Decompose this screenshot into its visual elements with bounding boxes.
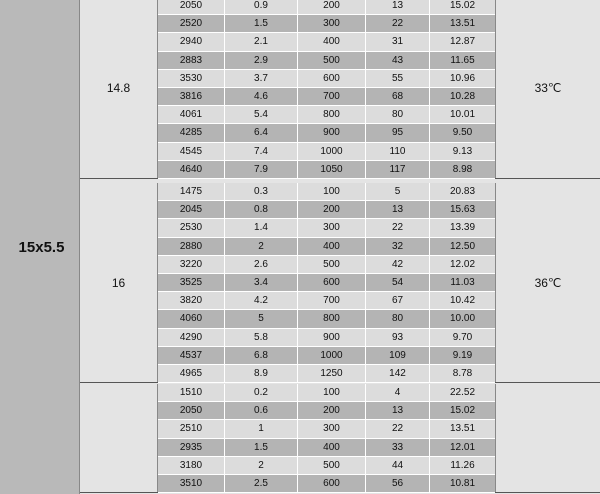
- table-cell: 500: [298, 457, 366, 474]
- table-cell: 5.4: [225, 106, 298, 123]
- table-row: [158, 439, 495, 457]
- table-cell: 56: [366, 475, 430, 492]
- table-cell: 9.13: [452, 145, 473, 157]
- table-cell: 2.6: [225, 256, 298, 273]
- group-temperature: 36℃: [495, 183, 600, 382]
- table-cell: 4965: [158, 365, 225, 382]
- table-group: [80, 384, 600, 493]
- table-cell: 6.8: [225, 347, 298, 364]
- table-cell: 117: [366, 161, 430, 178]
- table-row: [158, 292, 495, 310]
- table-row: [158, 161, 495, 179]
- table-row: [158, 183, 495, 201]
- table-cell: 33: [366, 439, 430, 456]
- table-cell: 700: [298, 292, 366, 309]
- table-cell: 11.65: [450, 54, 475, 66]
- table-cell: 80: [366, 310, 430, 327]
- table-row: [158, 124, 495, 142]
- table-cell: 10.81: [449, 478, 476, 490]
- table-cell: 2.5: [225, 475, 298, 492]
- table-row: [158, 475, 495, 493]
- table-cell: 2: [225, 238, 298, 255]
- size-label: 15x5.5: [18, 238, 65, 256]
- table-cell: 4061: [158, 106, 225, 123]
- table-cell: 1.5: [225, 15, 298, 32]
- size-column: [0, 0, 80, 494]
- table-row: [158, 70, 495, 88]
- table-cell: 300: [298, 219, 366, 236]
- table-cell: 10.28: [449, 91, 476, 103]
- table-cell: 4: [366, 384, 430, 401]
- table-cell: 300: [298, 420, 366, 437]
- table-row: [158, 143, 495, 161]
- table-cell: 600: [298, 475, 366, 492]
- table-cell: 2.9: [225, 52, 298, 69]
- table-cell: 1250: [298, 365, 366, 382]
- table-cell: 15.02: [449, 0, 476, 12]
- table-cell: 22: [366, 15, 430, 32]
- table-cell: 5: [366, 183, 430, 200]
- table-cell: 2: [225, 457, 298, 474]
- table-row: [158, 347, 495, 365]
- table-cell: 2935: [158, 439, 225, 456]
- table-cell: 2520: [158, 15, 225, 32]
- table-cell: 13.39: [449, 222, 476, 234]
- table-cell: 4285: [158, 124, 225, 141]
- table-cell: 0.8: [225, 201, 298, 218]
- table-cell: 9.19: [452, 349, 473, 361]
- table-cell: 9.50: [452, 127, 473, 139]
- table-cell: 2050: [158, 402, 225, 419]
- table-cell: 15.02: [449, 405, 476, 417]
- table-cell: 2880: [158, 238, 225, 255]
- group-label: 16: [80, 183, 158, 382]
- table-cell: 3525: [158, 274, 225, 291]
- table-group: [80, 0, 600, 179]
- table-cell: 4.6: [225, 88, 298, 105]
- table-cell: 67: [366, 292, 430, 309]
- table-cell: 1050: [298, 161, 366, 178]
- table-row: [158, 238, 495, 256]
- table-cell: 4290: [158, 329, 225, 346]
- table-cell: 15.63: [449, 204, 476, 216]
- table-cell: 1.5: [225, 439, 298, 456]
- table-cell: 3220: [158, 256, 225, 273]
- table-group: [80, 183, 600, 383]
- table-cell: 4545: [158, 143, 225, 160]
- table-cell: 0.9: [225, 0, 298, 14]
- table-cell: 10.42: [449, 295, 476, 307]
- table-row: [158, 274, 495, 292]
- table-cell: 110: [366, 143, 430, 160]
- table-row: [158, 329, 495, 347]
- table-cell: 200: [298, 0, 366, 14]
- table-cell: 0.2: [225, 384, 298, 401]
- table-cell: 1475: [158, 183, 225, 200]
- table-cell: 4060: [158, 310, 225, 327]
- table-cell: 55: [366, 70, 430, 87]
- table-cell: 44: [366, 457, 430, 474]
- table-cell: 2045: [158, 201, 225, 218]
- table-cell: 100: [298, 183, 366, 200]
- table-cell: 800: [298, 310, 366, 327]
- table-cell: 20.83: [449, 186, 476, 198]
- group-temperature: 33℃: [495, 0, 600, 178]
- table-cell: 3.7: [225, 70, 298, 87]
- table-cell: 13: [366, 402, 430, 419]
- table-cell: 9.70: [452, 331, 473, 343]
- table-cell: 900: [298, 329, 366, 346]
- table-cell: 5.8: [225, 329, 298, 346]
- table-cell: 400: [298, 439, 366, 456]
- table-cell: 13.51: [449, 18, 476, 30]
- table-cell: 100: [298, 384, 366, 401]
- table-row: [158, 106, 495, 124]
- table-row: [158, 219, 495, 237]
- table-cell: 93: [366, 329, 430, 346]
- table-cell: 7.4: [225, 143, 298, 160]
- table-cell: 6.4: [225, 124, 298, 141]
- table-cell: 12.50: [449, 240, 476, 252]
- table-cell: 200: [298, 201, 366, 218]
- group-rows: [158, 0, 495, 179]
- table-cell: 10.00: [449, 313, 476, 325]
- table-row: [158, 201, 495, 219]
- table-cell: 3820: [158, 292, 225, 309]
- table-cell: 4.2: [225, 292, 298, 309]
- table-cell: 12.01: [449, 441, 476, 453]
- table-row: [158, 457, 495, 475]
- table-cell: 2940: [158, 33, 225, 50]
- table-row: [158, 15, 495, 33]
- table-cell: 3530: [158, 70, 225, 87]
- table-cell: 1510: [158, 384, 225, 401]
- table-row: [158, 52, 495, 70]
- table-cell: 2883: [158, 52, 225, 69]
- table-cell: 1000: [298, 143, 366, 160]
- table-cell: 12.02: [449, 258, 476, 270]
- table-cell: 700: [298, 88, 366, 105]
- table-cell: 2050: [158, 0, 225, 14]
- table-cell: 200: [298, 402, 366, 419]
- table-cell: 2510: [158, 420, 225, 437]
- table-cell: 13: [366, 201, 430, 218]
- group-label: 14.8: [80, 0, 158, 178]
- table-row: [158, 310, 495, 328]
- table-cell: 800: [298, 106, 366, 123]
- table-cell: 54: [366, 274, 430, 291]
- table-cell: 400: [298, 33, 366, 50]
- table-cell: 600: [298, 274, 366, 291]
- table-cell: 22: [366, 420, 430, 437]
- table-row: [158, 256, 495, 274]
- table-cell: 3510: [158, 475, 225, 492]
- table-cell: 500: [298, 256, 366, 273]
- table-cell: 0.3: [225, 183, 298, 200]
- table-row: [158, 402, 495, 420]
- table-cell: 8.9: [225, 365, 298, 382]
- group-rows: [158, 384, 495, 493]
- table-cell: 4640: [158, 161, 225, 178]
- table-cell: 22.52: [449, 387, 476, 399]
- table-cell: 42: [366, 256, 430, 273]
- table-cell: 8.98: [452, 163, 473, 175]
- table-cell: 10.96: [449, 72, 476, 84]
- table-cell: 1.4: [225, 219, 298, 236]
- table-row: [158, 384, 495, 402]
- table-cell: 13: [366, 0, 430, 14]
- table-cell: 2530: [158, 219, 225, 236]
- table-cell: 300: [298, 15, 366, 32]
- table-cell: 3816: [158, 88, 225, 105]
- table-cell: 5: [225, 310, 298, 327]
- table-cell: 32: [366, 238, 430, 255]
- group-temperature: [495, 384, 600, 492]
- table-cell: 400: [298, 238, 366, 255]
- table-row: [158, 0, 495, 15]
- table-cell: 600: [298, 70, 366, 87]
- table-cell: 1: [225, 420, 298, 437]
- table-cell: 12.87: [449, 36, 476, 48]
- table-cell: 900: [298, 124, 366, 141]
- table-cell: 11.03: [450, 277, 475, 289]
- table-cell: 3.4: [225, 274, 298, 291]
- table-cell: 4537: [158, 347, 225, 364]
- group-label: [80, 384, 158, 492]
- table-cell: 80: [366, 106, 430, 123]
- table-cell: 43: [366, 52, 430, 69]
- table-cell: 109: [366, 347, 430, 364]
- table-cell: 142: [366, 365, 430, 382]
- table-cell: 0.6: [225, 402, 298, 419]
- group-rows: [158, 183, 495, 383]
- table-cell: 11.26: [450, 459, 475, 471]
- table-cell: 68: [366, 88, 430, 105]
- table-cell: 31: [366, 33, 430, 50]
- table-cell: 22: [366, 219, 430, 236]
- table-cell: 3180: [158, 457, 225, 474]
- table-cell: 95: [366, 124, 430, 141]
- table-row: [158, 420, 495, 438]
- table-cell: 500: [298, 52, 366, 69]
- table-cell: 10.01: [449, 109, 476, 121]
- table-row: [158, 33, 495, 51]
- table-cell: 1000: [298, 347, 366, 364]
- table-cell: 2.1: [225, 33, 298, 50]
- table-row: [158, 365, 495, 383]
- table-row: [158, 88, 495, 106]
- table-cell: 8.78: [452, 367, 473, 379]
- table-cell: 13.51: [449, 423, 476, 435]
- table-cell: 7.9: [225, 161, 298, 178]
